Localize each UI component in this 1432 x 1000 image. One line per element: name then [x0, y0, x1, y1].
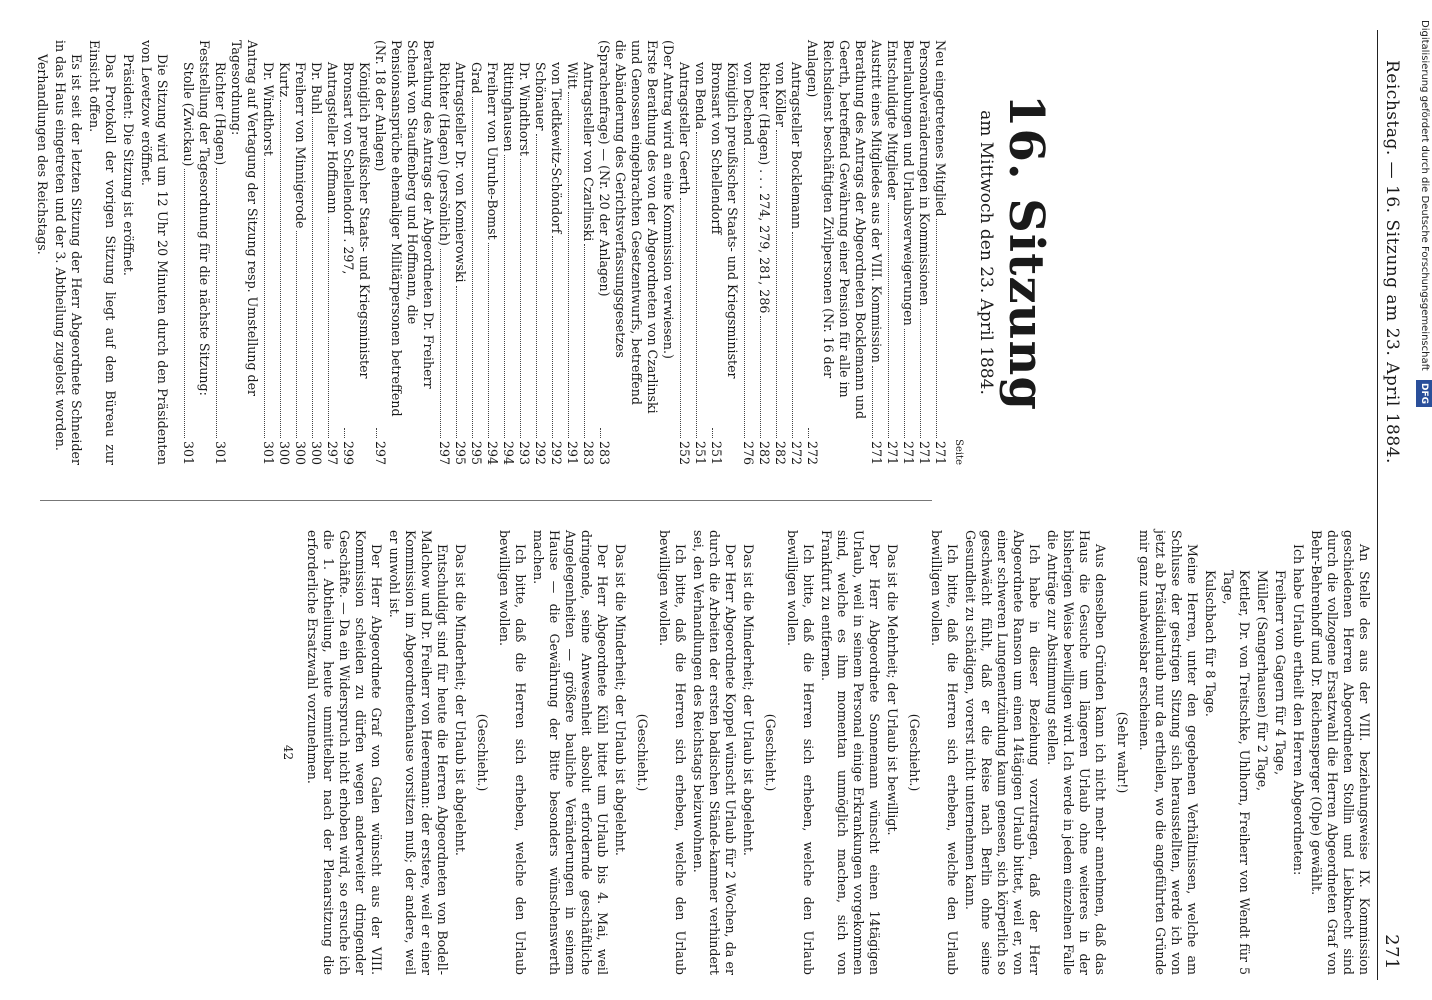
proceedings-paragraph: Freiherr von Gagern für 4 Tage, [1273, 570, 1288, 776]
stage-note: (Sehr wahr!) [1115, 711, 1130, 794]
toc-leader-dots [536, 134, 537, 438]
toc-entry [580, 40, 596, 465]
toc-entry-page: 297 [437, 440, 452, 465]
toc-entry [660, 40, 676, 465]
toc-leader-dots [744, 148, 745, 438]
toc-entry [676, 40, 692, 465]
toc-entry-page: 252 [677, 440, 692, 465]
toc-entry [868, 40, 884, 465]
toc-entry-text: Freiherr von Minnigerode [293, 62, 308, 229]
toc-entry [692, 40, 708, 465]
toc-entry-page: 276 [741, 440, 756, 465]
proceedings-paragraph: Meine Herren, unter den gegebenen Verhältnissen, welche am Schlusse der gestrigen Sitzung sich herausstellten, werde ich von jetzt ab Präsidialurlaub nur da ertheilen, wo die angeführten Gründe mir ganz unabweisbar erscheinen. [1137, 530, 1200, 975]
running-header: Reichstag. — 16. Sitzung am 23. April 1884. [1382, 60, 1402, 464]
toc-leader-dots [760, 316, 761, 438]
toc-entry-page: 297 [325, 440, 340, 465]
toc-entry-text: von Dechend [741, 62, 756, 146]
toc-entry-page: 251 [709, 440, 724, 465]
toc-entry-text: Feststellung der Tagesordnung für die nächste Sitzung: [197, 40, 212, 396]
toc-leader-dots [296, 231, 297, 437]
toc-entry-page: 301 [261, 440, 276, 465]
toc-entry-text: Antragsteller Bocklemann [789, 62, 804, 230]
toc-entry-text: Dr. Buhl [309, 62, 324, 115]
credit-text: Digitalisierung gefördert durch die Deutsche Forschungsgemeinschaft [1419, 20, 1430, 371]
toc-entry-text: Antragsteller Hoffmann [325, 62, 340, 214]
seite-label: Seite [953, 439, 964, 465]
stage-note: (Geschieht.) [475, 713, 490, 792]
proceedings-paragraph: An Stelle des aus der VIII. beziehungsweise IX. Kommission geschiedenen Herren Abgeordneten Stollin und Liebknecht sind durch die vollzogene Ersatzwahl die Herren Abgeordneten Graf von Behr-Behrenhoff und Dr. Reichensperger (Olpe) gewählt. [1309, 530, 1372, 975]
table-of-contents [180, 40, 948, 465]
toc-entry-text: Dr. Windthorst [517, 62, 532, 156]
toc-entry-text: Antrag auf Vertagung der Sitzung resp. Umstellung der Tagesordnung: [229, 40, 260, 397]
toc-entry [324, 40, 340, 465]
toc-entry-page: 271 [901, 440, 916, 465]
toc-leader-dots [488, 243, 489, 438]
proceedings-paragraph: Aus denselben Gründen kann ich nicht mehr annehmen, daß das Haus die Gesuche um längeren Urlaub ohne weiteres in der bisherigen Weise bewilligen wird. Ich werde in jedem einzelnen Falle die Anträge zur Abstimmung stellen. [1045, 530, 1108, 975]
toc-entry-text: Erste Berathung des von der Abgeordneten von Czarlinski und Genossen eingebrachten Gesetzentwurfs, betreffend die Abänderung des Gerichtsverfassungsgesetzes (Sprachenfrage) — (Nr. 20 der Anlagen) [597, 40, 660, 414]
toc-entry-page: 272 [805, 440, 820, 465]
toc-entry [516, 40, 532, 465]
toc-entry [484, 40, 500, 465]
stage-note: (Geschieht.) [907, 713, 922, 792]
proceedings-paragraph: Der Herr Abgeordnete Graf von Galen wünscht aus der VIII. Kommission scheiden zu dürfen wegen anderweiter dringender Geschäfte. — Da ein Widerspruch nicht erhoben wird, so ersuche ich die 1. Abtheilung, heute unmittelbar nach der Plenarsitzung die erforderliche Ersatzwahl vorzunehmen. [305, 530, 384, 975]
toc-entry-text: Freiherr von Unruhe-Bomst [485, 62, 500, 240]
toc-entry-page: 300 [309, 440, 324, 465]
toc-leader-dots [344, 428, 345, 438]
toc-entry-text: Beurlaubungen und Urlaubsverweigerungen [901, 40, 916, 326]
toc-entry-page: 292 [549, 440, 564, 465]
toc-entry-text: Richter (Hagen) (persönlich) [437, 62, 452, 246]
toc-leader-dots [680, 198, 681, 438]
toc-entry [276, 40, 292, 465]
toc-entry-text: Austritt eines Mitgliedes aus der VIII. Kommission [869, 40, 884, 363]
toc-leader-dots [520, 159, 521, 438]
session-title: 16. Sitzung [998, 94, 1054, 411]
toc-leader-dots [280, 100, 281, 438]
toc-entry-text: Antragsteller Geerth [677, 62, 692, 195]
toc-entry [932, 40, 948, 465]
proceedings-paragraph: Ich bitte, daß die Herren sich erheben, welche den Urlaub bewilligen wollen. [657, 530, 688, 975]
toc-entry [900, 40, 916, 465]
toc-entry-text: Königlich preußischer Staats- und Kriegsminister Bronsart von Schellendorff [709, 62, 740, 379]
toc-entry-text: Richter (Hagen) . . . 274, 279, 281, 286 [757, 62, 772, 314]
toc-entry-page: 299 [341, 440, 356, 465]
column-divider [40, 500, 932, 501]
toc-entry-page: 297 [373, 440, 388, 465]
toc-entry [708, 40, 740, 465]
toc-entry-text: Königlich preußischer Staats- und Kriegsminister Bronsart von Schellendorff . 297, [341, 62, 372, 379]
proceedings-paragraph: Müller (Sangerhausen) für 2 Tage, [1255, 570, 1270, 792]
toc-entry-text: von Köller [773, 62, 788, 127]
opening-paragraph: Verhandlungen des Reichstags. [35, 54, 50, 255]
toc-entry-text: Grad [469, 62, 484, 94]
toc-entry-text: Schönauer [533, 62, 548, 131]
left-column [32, 40, 1372, 465]
toc-leader-dots [328, 217, 329, 438]
toc-entry-text: Antragsteller Dr. von Komierowski [453, 62, 468, 283]
toc-entry-page: 282 [757, 440, 772, 465]
toc-leader-dots [904, 329, 905, 438]
toc-leader-dots [376, 428, 377, 438]
toc-entry [212, 40, 228, 465]
toc-entry-page: 282 [773, 440, 788, 465]
toc-leader-dots [568, 92, 569, 438]
toc-entry-page: 292 [533, 440, 548, 465]
toc-entry-page: 272 [789, 440, 804, 465]
toc-entry-page: 271 [869, 440, 884, 465]
stage-note: (Geschieht.) [763, 713, 778, 792]
opening-paragraph: Die Sitzung wird um 12 Uhr 20 Minuten durch den Präsidenten von Levetzow eröffnet. [139, 40, 170, 465]
toc-entry-text: Berathung des Antrags der Abgeordneten Bocklemann und Geerth, betreffend Gewährung einer Pension für alle im Reichsdienst beschäftigten Zivilpersonen (Nr. 16 der Anlagen) [805, 40, 868, 420]
toc-entry [340, 40, 372, 465]
toc-entry [228, 40, 260, 465]
toc-entry [772, 40, 788, 465]
toc-leader-dots [264, 159, 265, 438]
toc-entry-text: Stolle (Zwickau) [181, 62, 196, 167]
toc-entry [596, 40, 660, 465]
toc-entry [468, 40, 484, 465]
toc-leader-dots [936, 219, 937, 438]
toc-entry-page: 283 [581, 440, 596, 465]
toc-leader-dots [440, 249, 441, 438]
opening-paragraph: Es ist seit der letzten Sitzung der Herr Abgeordnete Schneider in das Haus eingetreten und der 3. Abtheilung zugelost worden. [53, 40, 84, 465]
proceedings-paragraph: Ich habe Urlaub ertheilt den Herren Abgeordneten: [1291, 544, 1306, 876]
toc-entry [740, 40, 756, 465]
proceedings-paragraph: Kettler, Dr. von Treitschke, Uhlhorn, Freiherr von Wendt für 5 Tage, [1221, 570, 1252, 975]
toc-leader-dots [584, 244, 585, 438]
right-column [280, 530, 1372, 975]
toc-entry-text: Dr. Windthorst [261, 62, 276, 156]
proceedings-paragraph: Entschuldigt sind für heute die Herren Abgeordneten von Bodell-Malchow und Dr. Freiherr von Heeremann: der erstere, weil er einer Kommission im Abgeordnetenhause vorsitzen muß; der andere, weil er unwohl ist. [387, 530, 450, 975]
toc-entry [564, 40, 580, 465]
toc-entry-page: 271 [917, 440, 932, 465]
toc-entry-page: 294 [501, 440, 516, 465]
opening-text [34, 40, 170, 465]
proceedings-paragraph: Der Herr Abgeordnete Koppel wünscht Urlaub für 2 Wochen, da er durch die Arbeiten der ersten badischen Stände-kammer verhindert sei, den Verhandlungen des Reichstags beizuwohnen. [691, 530, 738, 975]
toc-leader-dots [808, 428, 809, 438]
dfg-logo: DFG [1416, 380, 1432, 407]
toc-entry [452, 40, 468, 465]
toc-leader-dots [712, 428, 713, 438]
toc-leader-dots [888, 203, 889, 438]
toc-leader-dots [600, 428, 601, 438]
toc-leader-dots [696, 132, 697, 438]
proceedings-paragraph: Ich bitte, daß die Herren sich erheben, welche den Urlaub bewilligen wollen. [929, 530, 960, 975]
toc-entry [436, 40, 452, 465]
toc-entry [308, 40, 324, 465]
toc-leader-dots [792, 232, 793, 438]
toc-entry-page: 295 [453, 440, 468, 465]
toc-entry-text: Kurtz [277, 62, 292, 97]
toc-leader-dots [456, 286, 457, 438]
toc-entry-text: Berathung des Antrags der Abgeordneten Dr. Freiherr Schenk von Stauffenberg und Hoffmann, die Pensionsansprüche ehemaliger Militärpersonen betreffend (Nr. 18 der Anlagen) [373, 40, 436, 417]
toc-leader-dots [776, 130, 777, 438]
toc-entry [532, 40, 548, 465]
toc-leader-dots [872, 366, 873, 438]
toc-entry-page: 300 [277, 440, 292, 465]
toc-entry [804, 40, 868, 465]
toc-entry [756, 40, 772, 465]
proceedings-text [304, 530, 1372, 975]
toc-leader-dots [920, 309, 921, 438]
opening-paragraph: Das Protokoll der vorigen Sitzung liegt auf dem Büreau zur Einsicht offen. [87, 40, 118, 465]
toc-entry [500, 40, 516, 465]
footer-number: 42 [281, 744, 295, 761]
toc-entry-page: 294 [485, 440, 500, 465]
toc-entry [788, 40, 804, 465]
toc-entry [260, 40, 276, 465]
toc-entry-page: 271 [933, 440, 948, 465]
toc-entry [916, 40, 932, 465]
toc-entry-page: 291 [565, 440, 580, 465]
toc-entry-text: Neu eingetretenes Mitglied [933, 40, 948, 217]
proceedings-paragraph: Das ist die Minderheit; der Urlaub ist abgelehnt. [741, 544, 756, 856]
toc-entry-text: Rittinghausen [501, 62, 516, 152]
toc-entry-page: 271 [885, 440, 900, 465]
toc-leader-dots [216, 168, 217, 438]
toc-entry-page: 300 [293, 440, 308, 465]
toc-entry-text: Antragsteller von Czarlinski [581, 62, 596, 242]
proceedings-paragraph: Ich habe in dieser Beziehung vorzutragen, daß der Herr Abgeordnete Ranson um einen 14tägigen Urlaub bittet, weil er, von einer schweren Lungenentzündung kaum genesen, sich körperlich so geschwächt fühlt, daß er die Reise nach Berlin ohne seine Gesundheit zu schädigen, vorerst nicht unternehmen kann. [963, 530, 1042, 975]
toc-entry [196, 40, 212, 465]
toc-leader-dots [472, 97, 473, 438]
toc-entry [180, 40, 196, 465]
toc-leader-dots [184, 169, 185, 437]
page-number: 271 [1381, 934, 1402, 970]
toc-entry-text: Entschuldigte Mitglieder [885, 40, 900, 200]
toc-entry-text: Personalveränderungen in Kommissionen [917, 40, 932, 306]
toc-entry [372, 40, 436, 465]
toc-leader-dots [504, 155, 505, 438]
toc-leader-dots [552, 236, 553, 437]
proceedings-paragraph: Das ist die Mehrheit; der Urlaub ist bewilligt. [885, 544, 900, 836]
proceedings-paragraph: Der Herr Abgeordnete Kühl bittet um Urlaub bis 4. Mai, weil dringende, seine Anwesenheit absolut erfordernde geschäftliche Angelegenheiten — größere bauliche Veränderungen in seinem Hause — die Gewährung der Bitte besonders wünschenswerth machen. [531, 530, 610, 975]
proceedings-paragraph: Ich bitte, daß die Herren sich erheben, welche den Urlaub bewilligen wollen. [497, 530, 528, 975]
toc-entry-text: Richter (Hagen) [213, 62, 228, 166]
proceedings-paragraph: Der Herr Abgeordnete Sonnemann wünscht einen 14tägigen Urlaub, weil in seinem Personal einige Erkrankungen vorgekommen sind, welche es ihm momentan unmöglich machen, sich von Frankfurt zu entfernen. [819, 530, 882, 975]
toc-entry-text: (Der Antrag wird an eine Kommission verwiesen.) [661, 40, 676, 359]
proceedings-paragraph: Kulschbach für 8 Tage. [1203, 570, 1218, 717]
toc-entry [884, 40, 900, 465]
session-date: am Mittwoch den 23. April 1884. [976, 110, 996, 395]
proceedings-paragraph: Ich bitte, daß die Herren sich erheben, welche den Urlaub bewilligen wollen. [785, 530, 816, 975]
toc-entry [548, 40, 564, 465]
proceedings-paragraph: Das ist die Minderheit; der Urlaub ist abgelehnt. [453, 544, 468, 856]
toc-entry-page: 295 [469, 440, 484, 465]
toc-entry-text: von Benda [693, 62, 708, 130]
toc-entry-page: 251 [693, 440, 708, 465]
toc-entry-text: von Tiedtkewitz-Schöndorf [549, 62, 564, 234]
proceedings-paragraph: Das ist die Minderheit; der Urlaub ist abgelehnt. [613, 544, 628, 856]
opening-paragraph: Präsident: Die Sitzung ist eröffnet. [121, 54, 136, 276]
toc-entry-page: 301 [213, 440, 228, 465]
toc-entry-page: 293 [517, 440, 532, 465]
toc-entry-page: 283 [597, 440, 612, 465]
toc-leader-dots [312, 117, 313, 438]
toc-entry [292, 40, 308, 465]
toc-entry-page: 301 [181, 440, 196, 465]
stage-note: (Geschieht.) [635, 713, 650, 792]
sidebar-credit [1416, 20, 1432, 980]
header-rule [1377, 30, 1378, 980]
toc-entry-text: Witt [565, 62, 580, 89]
